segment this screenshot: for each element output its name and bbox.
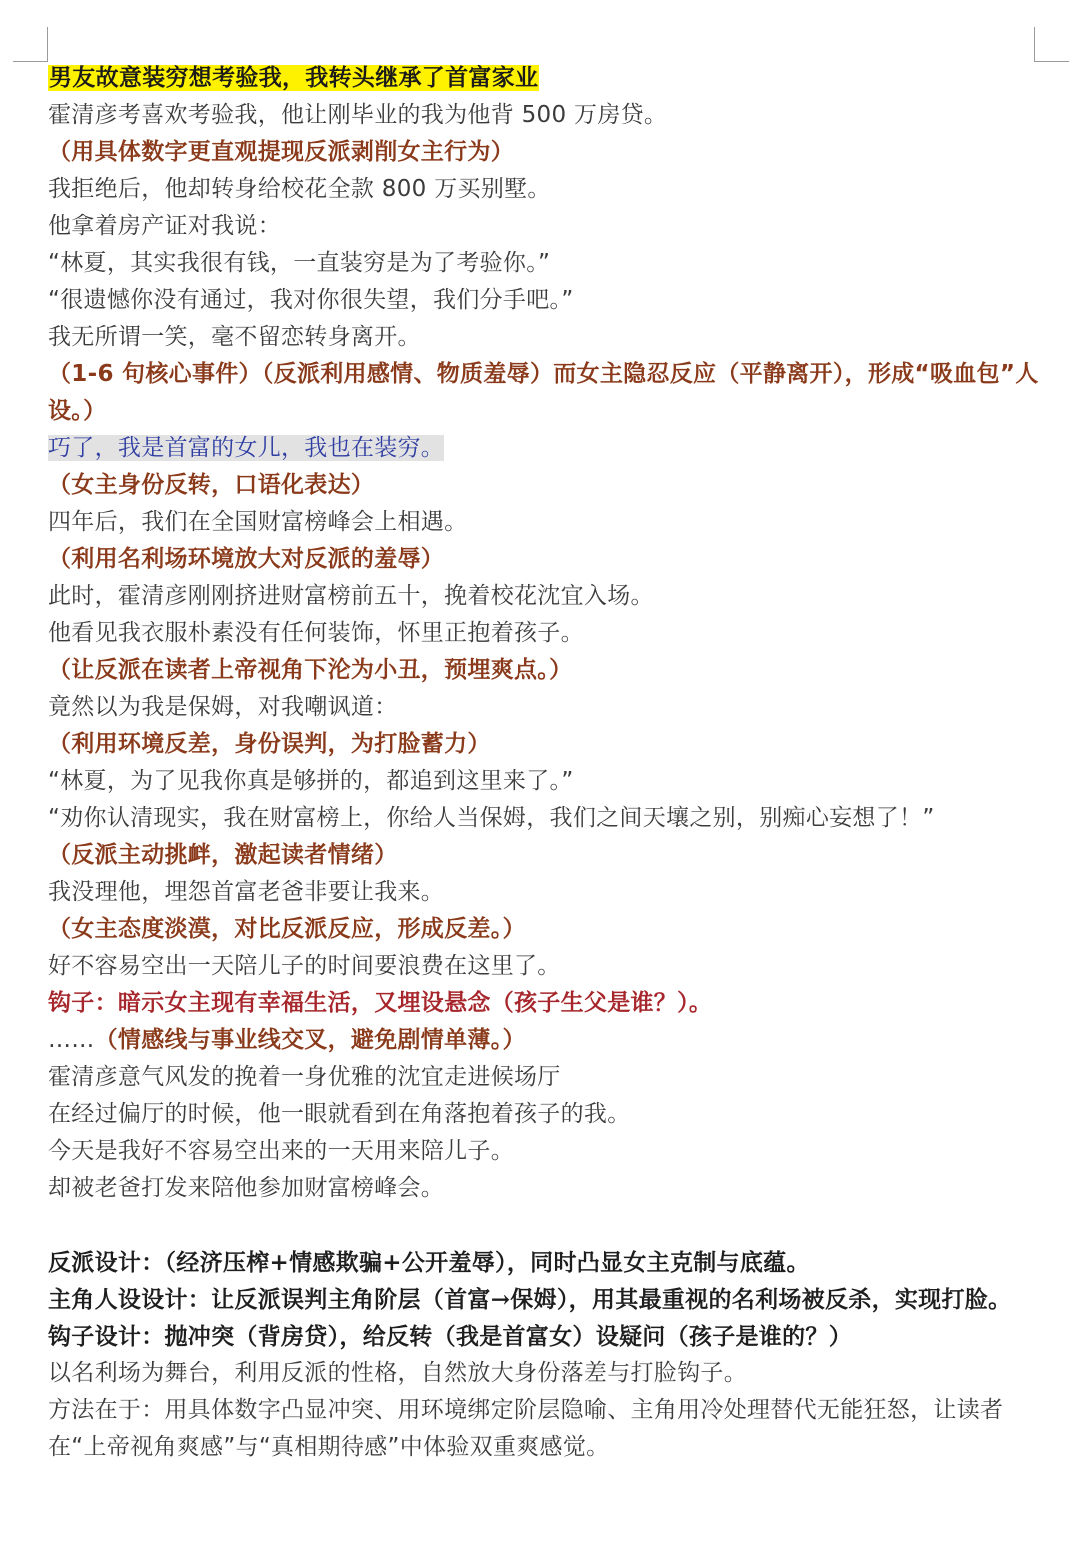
- story-line: 好不容易空出一天陪儿子的时间要浪费在这里了。: [48, 953, 561, 979]
- hook-line: 钩子：暗示女主现有幸福生活，又埋设悬念（孩子生父是谁？）。: [48, 990, 713, 1016]
- annotation-line: （女主态度淡漠，对比反派反应，形成反差。）: [48, 916, 526, 942]
- annotation-line: （反派主动挑衅，激起读者情绪）: [48, 842, 398, 868]
- story-line: 此时，霍清彦刚刚挤进财富榜前五十，挽着校花沈宜入场。: [48, 583, 654, 609]
- ellipsis-annotation-line: [48, 1022, 1048, 1059]
- crop-mark-top-right: [1034, 27, 1069, 62]
- annotation-line: （利用环境反差，身份误判，为打脸蓄力）: [48, 731, 491, 757]
- summary-villain-design: 反派设计：（经济压榨+情感欺骗+公开羞辱），同时凸显女主克制与底蕴。: [48, 1249, 810, 1276]
- summary-hook-design: 钩子设计：抛冲突（背房贷），给反转（我是首富女）设疑问（孩子是谁的？）: [48, 1323, 852, 1350]
- story-line: 霍清彦意气风发的挽着一身优雅的沈宜走进候场厅: [48, 1064, 561, 1090]
- story-line: 四年后，我们在全国财富榜峰会上相遇。: [48, 509, 468, 535]
- story-line: 今天是我好不容易空出来的一天用来陪儿子。: [48, 1138, 514, 1164]
- story-line: 他拿着房产证对我说：: [48, 213, 281, 239]
- dialogue-line: “林夏，为了见我你真是够拼的，都追到这里来了。”: [48, 768, 574, 794]
- annotation-line: （利用名利场环境放大对反派的羞辱）: [48, 546, 445, 572]
- dialogue-line: “林夏，其实我很有钱，一直装穷是为了考验你。”: [48, 250, 551, 276]
- summary-method: 方法在于：用具体数字凸显冲突、用环境绑定阶层隐喻、主角用冷处理替代无能狂怒，让读者在“上帝视角爽感”与“真相期待感”中体验双重爽感觉。: [48, 1397, 1004, 1460]
- blank-line: [48, 1207, 1048, 1244]
- document-body[interactable]: [48, 60, 1048, 1466]
- dialogue-line: “很遗憾你没有通过，我对你很失望，我们分手吧。”: [48, 287, 574, 313]
- annotation-line: （让反派在读者上帝视角下沦为小丑，预埋爽点。）: [48, 657, 573, 683]
- summary-stage: 以名利场为舞台，利用反派的性格，自然放大身份落差与打脸钩子。: [48, 1360, 747, 1386]
- story-line: 在经过偏厅的时候，他一眼就看到在角落抱着孩子的我。: [48, 1101, 631, 1127]
- dialogue-line: “劝你认清现实，我在财富榜上，你给人当保姆，我们之间天壤之别，别痴心妄想了！”: [48, 805, 935, 831]
- annotation-line: （用具体数字更直观提现反派剥削女主行为）: [48, 139, 514, 165]
- document-title: 男友故意装穷想考验我，我转头继承了首富家业: [49, 65, 539, 91]
- story-line: 我没理他，埋怨首富老爸非要让我来。: [48, 879, 445, 905]
- story-line: 我无所谓一笑，毫不留恋转身离开。: [48, 324, 421, 350]
- story-line: 竟然以为我是保姆，对我嘲讽道：: [48, 694, 398, 720]
- reveal-line: 巧了，我是首富的女儿，我也在装穷。: [48, 435, 445, 461]
- annotation-line: （女主身份反转，口语化表达）: [48, 472, 375, 498]
- story-line: 霍清彦考喜欢考验我，他让刚毕业的我为他背 500 万房贷。: [48, 102, 668, 128]
- annotation-line: （1-6 句核心事件）（反派利用感情、物质羞辱）而女主隐忍反应（平静离开），形成“吸血包”人设。）: [48, 361, 1039, 424]
- story-line: 他看见我衣服朴素没有任何装饰，怀里正抱着孩子。: [48, 620, 584, 646]
- annotation-text: （情感线与事业线交叉，避免剧情单薄。）: [94, 1027, 526, 1053]
- story-line: 我拒绝后，他却转身给校花全款 800 万买别墅。: [48, 176, 551, 202]
- summary-protagonist-design: 主角人设设计：让反派误判主角阶层（首富→保姆），用其最重视的名利场被反杀，实现打脸。: [48, 1286, 1012, 1313]
- story-line: 却被老爸打发来陪他参加财富榜峰会。: [48, 1175, 445, 1201]
- ellipsis: ……: [48, 1027, 95, 1053]
- crop-mark-top-left: [13, 27, 48, 62]
